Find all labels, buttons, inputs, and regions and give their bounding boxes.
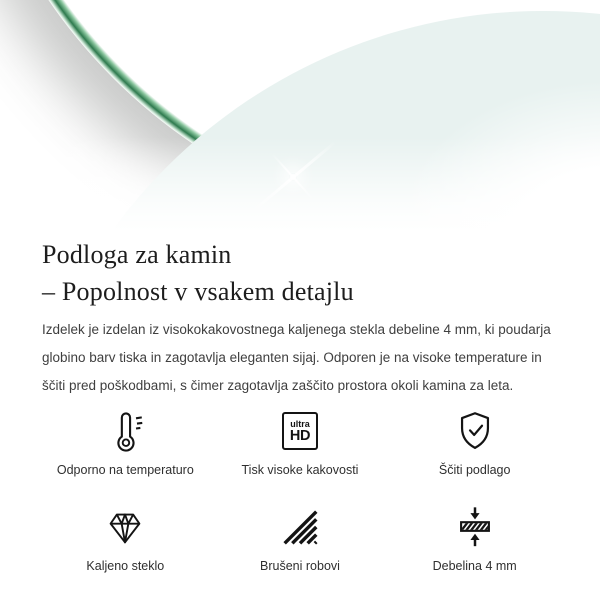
product-image: [0, 0, 600, 236]
feature-label: Kaljeno steklo: [86, 559, 165, 573]
thickness-compress-icon: [451, 504, 499, 550]
feature-label: Brušeni robovi: [260, 559, 340, 573]
photo-white-fade: [0, 0, 600, 236]
feature-tempered-glass: [42, 504, 209, 574]
feature-label: Tisk visoke kakovosti: [241, 463, 359, 477]
thermometer-icon: [101, 408, 149, 454]
title-line-2: – Popolnost v vsakem detajlu: [42, 277, 354, 306]
feature-label: Debelina 4 mm: [432, 559, 517, 573]
product-description: Izdelek je izdelan iz visokokakovostnega kaljenega stekla debeline 4 mm, ki poudarja globino barv tiska in zagotavlja eleganten sijaj. Odporen je na visoke temperature in ščiti pred poškodbami, s čimer zagotavlja zaščito prostora okoli kamina za leta.: [42, 322, 551, 393]
title-line-1: Podloga za kamin: [42, 240, 232, 269]
feature-grid: [42, 408, 558, 574]
feature-thickness: [391, 504, 558, 574]
product-details: [0, 232, 600, 574]
beveled-edges-icon: [276, 504, 324, 550]
feature-label: Odporno na temperaturo: [56, 463, 194, 477]
shield-check-icon: [451, 408, 499, 454]
feature-polished-edges: [217, 504, 384, 574]
feature-label: Ščiti podlago: [438, 463, 511, 477]
feature-print-quality: [217, 408, 384, 478]
feature-temperature: [42, 408, 209, 478]
ultra-hd-icon: ultra HD: [276, 408, 324, 454]
feature-protection: [391, 408, 558, 478]
diamond-icon: [101, 504, 149, 550]
page-title: [42, 232, 558, 310]
